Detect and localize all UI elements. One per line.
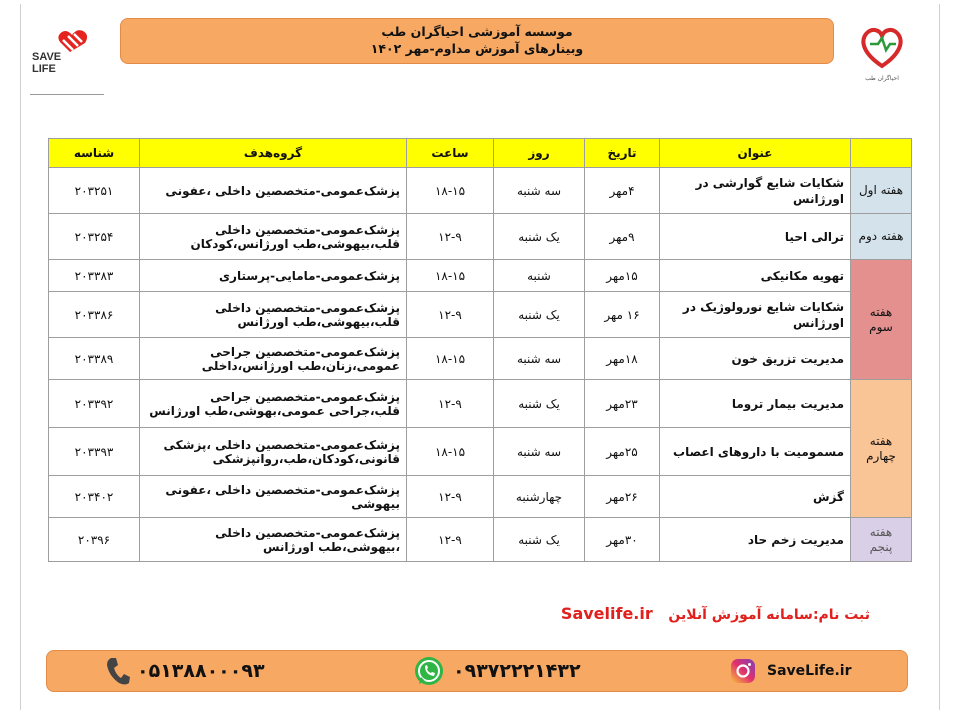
header-week — [851, 139, 912, 168]
row-date: ۲۵مهر — [585, 428, 660, 476]
week-cell: هفته پنجم — [851, 518, 912, 562]
row-time: ۱۲-۹ — [407, 292, 494, 338]
row-group: پزشک‌عمومی-متخصصین داخلی ،عفونی — [140, 168, 407, 214]
row-time: ۱۸-۱۵ — [407, 260, 494, 292]
row-day: چهارشنبه — [494, 476, 585, 518]
phone-number: ۰۵۱۳۸۸۰۰۰۹۳ — [137, 660, 265, 682]
week-cell: هفته سوم — [851, 260, 912, 380]
row-group: پزشک‌عمومی-متخصصین داخلی قلب،بیهوشی،طب اورژانس،کودکان — [140, 214, 407, 260]
row-id: ۲۰۳۳۹۲ — [49, 380, 140, 428]
row-date: ۱۸مهر — [585, 338, 660, 380]
row-title: مدیریت بیمار تروما — [660, 380, 851, 428]
table-row — [49, 214, 912, 260]
row-day: یک شنبه — [494, 518, 585, 562]
header-day: روز — [494, 139, 585, 168]
instagram-handle: SaveLife.ir — [767, 663, 852, 679]
svg-text:SAVE: SAVE — [32, 51, 62, 63]
row-id: ۲۰۳۳۹۳ — [49, 428, 140, 476]
row-date: ۹مهر — [585, 214, 660, 260]
table-row — [49, 380, 912, 428]
row-id: ۲۰۳۲۵۴ — [49, 214, 140, 260]
whatsapp-contact[interactable] — [413, 656, 581, 686]
table-row — [49, 338, 912, 380]
row-date: ۲۶مهر — [585, 476, 660, 518]
row-id: ۲۰۳۴۰۲ — [49, 476, 140, 518]
row-title: مدیریت زخم حاد — [660, 518, 851, 562]
row-time: ۱۸-۱۵ — [407, 168, 494, 214]
savelife-logo — [30, 22, 106, 74]
row-date: ۳۰مهر — [585, 518, 660, 562]
row-time: ۱۲-۹ — [407, 214, 494, 260]
row-title: ترالی احیا — [660, 214, 851, 260]
svg-text:LIFE: LIFE — [32, 63, 56, 74]
header-title: موسسه آموزشی احیاگران طب — [381, 24, 573, 39]
phone-icon — [105, 656, 131, 686]
row-day: شنبه — [494, 260, 585, 292]
row-id: ۲۰۳۳۸۳ — [49, 260, 140, 292]
week-cell: هفته دوم — [851, 214, 912, 260]
registration-info — [561, 604, 870, 623]
row-time: ۱۲-۹ — [407, 476, 494, 518]
webinar-schedule-table — [48, 138, 912, 562]
row-day: یک شنبه — [494, 292, 585, 338]
row-group: پزشک‌عمومی-مامایی-پرستاری — [140, 260, 407, 292]
row-id: ۲۰۳۲۵۱ — [49, 168, 140, 214]
row-title: شکایات شایع گوارشی در اورژانس — [660, 168, 851, 214]
row-group: پزشک‌عمومی-متخصصین جراحی قلب،جراحی عمومی،بهوشی،طب اورژانس — [140, 380, 407, 428]
row-day: سه شنبه — [494, 338, 585, 380]
whatsapp-icon — [413, 655, 445, 687]
header-title-box — [120, 18, 834, 64]
row-date: ۱۶ مهر — [585, 292, 660, 338]
header-id: شناسه — [49, 139, 140, 168]
row-date: ۱۵مهر — [585, 260, 660, 292]
row-day: یک شنبه — [494, 214, 585, 260]
header-group: گروه‌هدف — [140, 139, 407, 168]
header-subtitle: وبینارهای آموزش مداوم-مهر ۱۴۰۲ — [370, 41, 584, 56]
table-header-row — [49, 139, 912, 168]
week-cell: هفته چهارم — [851, 380, 912, 518]
row-id: ۲۰۳۳۸۹ — [49, 338, 140, 380]
instagram-icon — [729, 657, 757, 685]
whatsapp-number: ۰۹۳۷۲۲۲۱۴۳۲ — [453, 660, 581, 682]
logo-divider — [30, 94, 104, 95]
row-time: ۱۸-۱۵ — [407, 338, 494, 380]
table-row — [49, 292, 912, 338]
contact-footer — [46, 650, 908, 692]
table-row — [49, 428, 912, 476]
row-day: یک شنبه — [494, 380, 585, 428]
registration-label: ثبت نام:سامانه آموزش آنلاین — [668, 607, 870, 623]
header-title-col: عنوان — [660, 139, 851, 168]
row-date: ۲۳مهر — [585, 380, 660, 428]
row-group: پزشک‌عمومی-متخصصین داخلی ،پزشکی قانونی،کودکان،طب،روانپزشکی — [140, 428, 407, 476]
row-title: مسمومیت با داروهای اعصاب — [660, 428, 851, 476]
row-title: گزش — [660, 476, 851, 518]
row-day: سه شنبه — [494, 168, 585, 214]
row-time: ۱۲-۹ — [407, 518, 494, 562]
table-row — [49, 260, 912, 292]
week-cell: هفته اول — [851, 168, 912, 214]
row-time: ۱۸-۱۵ — [407, 428, 494, 476]
row-id: ۲۰۳۳۸۶ — [49, 292, 140, 338]
row-day: سه شنبه — [494, 428, 585, 476]
table-row — [49, 476, 912, 518]
table-row — [49, 518, 912, 562]
row-time: ۱۲-۹ — [407, 380, 494, 428]
ehyagaran-logo — [856, 22, 908, 84]
row-title: شکایات شایع نورولوژیک در اورژانس — [660, 292, 851, 338]
phone-contact[interactable] — [105, 656, 265, 686]
header-time: ساعت — [407, 139, 494, 168]
header-date: تاریخ — [585, 139, 660, 168]
row-group: پزشک‌عمومی-متخصصین داخلی ،بیهوشی،طب اورژانس — [140, 518, 407, 562]
row-title: مدیریت تزریق خون — [660, 338, 851, 380]
row-group: پزشک‌عمومی-متخصصین داخلی ،عفونی بیهوشی — [140, 476, 407, 518]
svg-text:احیاگران طب: احیاگران طب — [865, 75, 899, 82]
row-date: ۴مهر — [585, 168, 660, 214]
row-group: پزشک‌عمومی-متخصصین داخلی قلب،بیهوشی،طب اورژانس — [140, 292, 407, 338]
row-group: پزشک‌عمومی-متخصصین جراحی عمومی،زنان،طب اورژانس،داخلی — [140, 338, 407, 380]
instagram-contact[interactable] — [729, 656, 851, 686]
row-id: ۲۰۳۹۶ — [49, 518, 140, 562]
row-title: تهویه مکانیکی — [660, 260, 851, 292]
registration-link[interactable]: Savelife.ir — [560, 604, 653, 623]
table-row — [49, 168, 912, 214]
